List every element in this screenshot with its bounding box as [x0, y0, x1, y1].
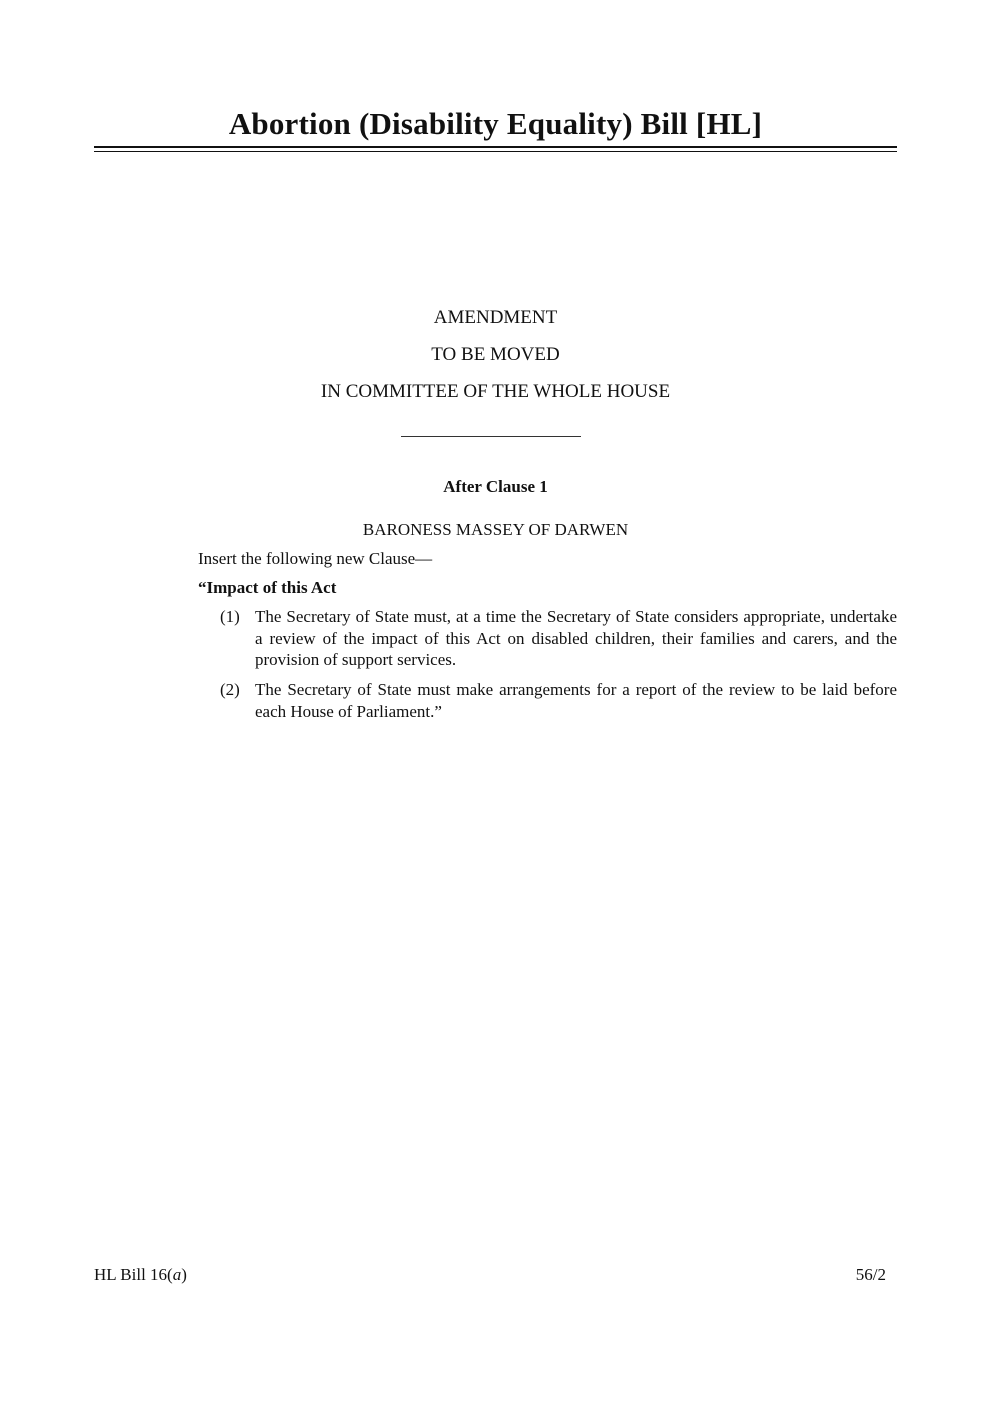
bill-reference [94, 1264, 187, 1285]
bill-title: Abortion (Disability Equality) Bill [HL] [228, 106, 763, 141]
member-name: BARONESS MASSEY OF DARWEN [362, 520, 629, 539]
title-rule-thick [94, 146, 897, 148]
bill-ref-suffix: ) [181, 1265, 187, 1284]
amendment-heading: AMENDMENT [433, 307, 558, 328]
subsection-text: The Secretary of State must, at a time the Secretary of State considers appropriate, undertake a review of the impact of this Act on disabled children, their families and carers, and the provision of support services. [255, 607, 897, 669]
insert-instruction: Insert the following new Clause— [198, 549, 433, 568]
subsection-number: (1) [220, 607, 240, 626]
title-rule-thin [94, 151, 897, 152]
bill-ref-prefix: HL Bill 16( [94, 1265, 173, 1284]
new-clause-heading: “Impact of this Act [198, 578, 337, 597]
bill-ref-italic: a [172, 1265, 182, 1284]
subsection-number: (2) [220, 680, 240, 699]
clause-position: After Clause 1 [443, 477, 548, 496]
committee-heading: IN COMMITTEE OF THE WHOLE HOUSE [320, 381, 671, 402]
to-be-moved-heading: TO BE MOVED [431, 344, 560, 365]
section-divider [401, 436, 581, 437]
page-reference: 56/2 [855, 1265, 886, 1284]
subsection-text: The Secretary of State must make arrangements for a report of the review to be laid before each House of Parliament.” [255, 680, 897, 721]
subsection-1 [220, 606, 897, 671]
subsection-2 [220, 679, 897, 722]
